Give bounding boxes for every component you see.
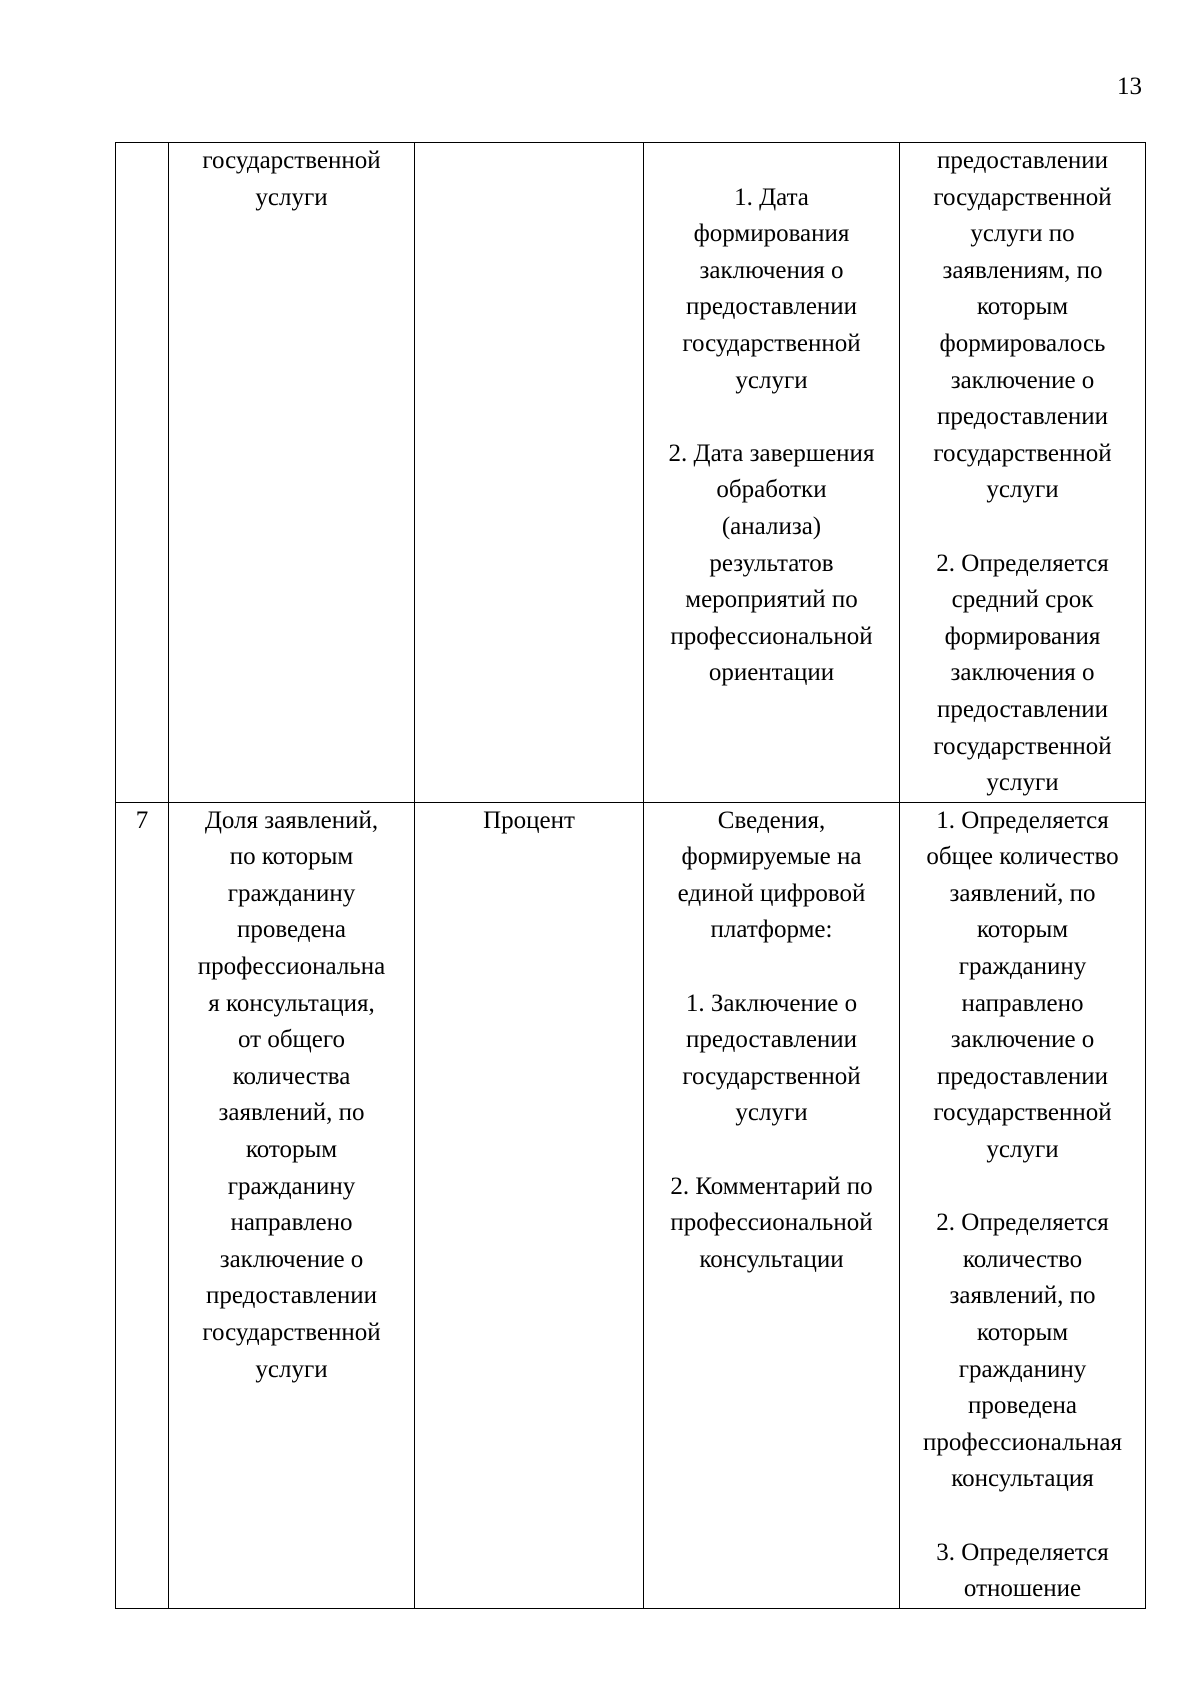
- cell-text-line: формирования: [944, 622, 1101, 650]
- cell-text-line: отношение: [963, 1575, 1082, 1603]
- cell-text-line: 3. Определяется: [936, 1538, 1109, 1566]
- cell-text-line: государственной: [682, 329, 861, 357]
- cell-text-line: предоставлении: [936, 403, 1109, 431]
- cell-text-line: 1. Дата: [734, 183, 809, 211]
- cell-text-line: формируемые на: [681, 843, 862, 871]
- cell-unit: [415, 143, 644, 803]
- cell-unit: [415, 802, 644, 1608]
- cell-text-line: услуги: [255, 183, 328, 211]
- cell-text-line: которым: [976, 1319, 1069, 1346]
- cell-text-line: гражданину: [227, 1172, 356, 1200]
- table-row-continued: [116, 143, 1146, 803]
- cell-text-line: государственной: [682, 1062, 861, 1090]
- cell-text-line: 2. Определяется: [936, 549, 1109, 577]
- unit-value: Процент: [483, 806, 575, 834]
- cell-calculation-method: [900, 802, 1146, 1608]
- cell-text-line: ориентации: [708, 659, 835, 687]
- row-number: 7: [135, 806, 149, 834]
- indicators-table: [115, 142, 1146, 1609]
- cell-text-line: профессиональной: [670, 622, 873, 650]
- cell-text-line: по которым: [229, 843, 354, 871]
- blank-line: [902, 509, 1143, 546]
- cell-data-source: [644, 802, 900, 1608]
- cell-text-line: гражданину: [958, 953, 1087, 981]
- blank-line: [646, 949, 897, 986]
- cell-text-line: формирования: [693, 220, 850, 248]
- cell-text-line: обработки: [716, 476, 827, 504]
- cell-text-line: Сведения,: [717, 806, 826, 834]
- cell-text-line: услуги: [255, 1355, 328, 1383]
- cell-text-line: предоставлении: [685, 293, 858, 321]
- cell-text-line: количество: [962, 1245, 1083, 1273]
- page-number: 13: [1117, 73, 1142, 100]
- cell-text-line: услуги: [986, 476, 1059, 504]
- table-row-7: [116, 802, 1146, 1608]
- cell-text-line: заключение о: [219, 1245, 364, 1273]
- cell-text-line: услуги: [986, 769, 1059, 797]
- cell-text-line: консультация: [951, 1465, 1094, 1493]
- blank-line: [646, 399, 897, 436]
- cell-text-line: заявлений, по: [218, 1099, 365, 1127]
- cell-text-line: гражданину: [227, 879, 356, 907]
- cell-text-line: направлено: [230, 1209, 353, 1237]
- blank-line: [902, 1169, 1143, 1206]
- blank-line: [646, 1132, 897, 1169]
- cell-text-line: консультации: [699, 1245, 844, 1273]
- cell-text-line: 1. Определяется: [936, 806, 1109, 834]
- cell-text-line: заключение о: [950, 1026, 1095, 1054]
- cell-number: [116, 143, 169, 803]
- cell-text-line: заявлений, по: [949, 1282, 1096, 1310]
- cell-text-line: платформе:: [710, 916, 833, 944]
- cell-text-line: государственной: [933, 439, 1112, 467]
- cell-text-line: профессиональна: [197, 953, 386, 981]
- cell-text-line: предоставлении: [936, 1062, 1109, 1090]
- cell-text-line: государственной: [933, 732, 1112, 760]
- cell-text-line: услуги по: [970, 220, 1075, 248]
- cell-text-line: направлено: [961, 989, 1084, 1017]
- cell-indicator-name: [169, 143, 415, 803]
- cell-text-line: я консультация,: [208, 989, 375, 1017]
- cell-text-line: услуги: [986, 1136, 1059, 1164]
- cell-text-line: Доля заявлений,: [204, 806, 379, 834]
- cell-text-line: результатов: [709, 549, 834, 577]
- cell-text-line: которым: [976, 293, 1069, 321]
- cell-text-line: 2. Комментарий по: [670, 1172, 873, 1200]
- cell-text-line: государственной: [202, 147, 381, 174]
- cell-text-line: государственной: [933, 183, 1112, 211]
- cell-text-line: 2. Определяется: [936, 1209, 1109, 1237]
- cell-text-line: заявлениям, по: [942, 256, 1103, 284]
- cell-text-line: заключения о: [950, 659, 1095, 687]
- cell-text-line: 1. Заключение о: [685, 989, 858, 1017]
- cell-text-line: (анализа): [721, 512, 822, 540]
- cell-text-line: 2. Дата завершения: [668, 439, 875, 467]
- blank-line: [902, 1498, 1143, 1535]
- cell-text-line: от общего: [237, 1026, 346, 1054]
- cell-text-line: государственной: [202, 1319, 381, 1346]
- cell-text-line: проведена: [967, 1392, 1078, 1420]
- cell-text-line: формировалось: [939, 329, 1106, 357]
- cell-text-line: общее количество: [926, 843, 1119, 871]
- blank-line: [646, 143, 897, 180]
- cell-number: [116, 802, 169, 1608]
- cell-data-source: [644, 143, 900, 803]
- cell-text-line: которым: [976, 916, 1069, 944]
- cell-text-line: предоставлении: [936, 147, 1109, 174]
- cell-indicator-name: [169, 802, 415, 1608]
- cell-text-line: государственной: [933, 1099, 1112, 1127]
- cell-text-line: предоставлении: [936, 695, 1109, 723]
- cell-text-line: заключения о: [699, 256, 844, 284]
- cell-text-line: единой цифровой: [677, 879, 866, 907]
- cell-text-line: услуги: [735, 1099, 808, 1127]
- cell-text-line: предоставлении: [205, 1282, 378, 1310]
- cell-text-line: профессиональная: [923, 1428, 1122, 1456]
- cell-text-line: проведена: [236, 916, 347, 944]
- cell-text-line: гражданину: [958, 1355, 1087, 1383]
- cell-text-line: услуги: [735, 366, 808, 394]
- cell-text-line: заявлений, по: [949, 879, 1096, 907]
- cell-text-line: предоставлении: [685, 1026, 858, 1054]
- cell-calculation-method: [900, 143, 1146, 803]
- cell-text-line: которым: [245, 1136, 338, 1164]
- cell-text-line: заключение о: [950, 366, 1095, 394]
- cell-text-line: профессиональной: [670, 1209, 873, 1237]
- cell-text-line: средний срок: [951, 586, 1094, 614]
- cell-text-line: мероприятий по: [685, 586, 858, 614]
- cell-text-line: количества: [232, 1062, 351, 1090]
